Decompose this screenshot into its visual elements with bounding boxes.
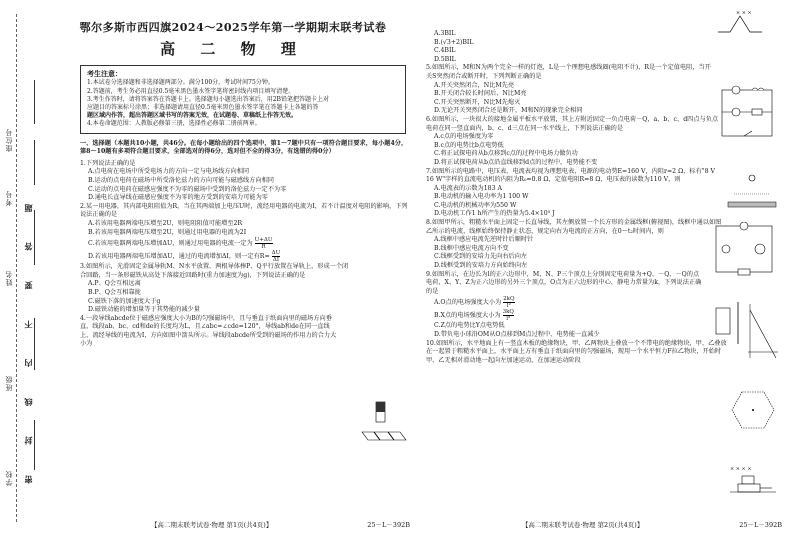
exam-number-field[interactable] xyxy=(34,140,35,185)
circuit-loop xyxy=(722,90,772,136)
section-heading: 一、选择题（本题共10小题，共46分。在每小题给出的四个选项中，第1～7题中只有一项符合题目要求，每小题4分，第8～10题有多项符合题目要求，全部选对的得6分，选对但不全的得3分，有选错的得0分） xyxy=(80,139,408,156)
notice-line: 4.本卷命题范围：人教版必修第三册，选择性必修第二册前两章。 xyxy=(87,120,261,128)
hexagon-figure xyxy=(730,388,776,432)
fraction xyxy=(503,309,514,322)
name-field[interactable] xyxy=(34,210,35,265)
option: B.(√3+2)BIL xyxy=(434,38,474,46)
option: A.P、Q会互相远离 xyxy=(88,280,141,288)
option: A.开关突然闭合，N比M先亮 xyxy=(434,81,515,89)
option: D.磁铁动能的增加量等于其势能的减少量 xyxy=(88,306,200,314)
question-3: 3.如图所示，光滑固定金属导轨M、N水平放置，两根导体棒P、Q平行放置在导轨上，形成一个闭合回路，当一条形磁铁从高处下落接近回路时(重力加速度为g)，下列说法正确的是 xyxy=(80,263,349,279)
bent-wire-figure xyxy=(716,8,776,38)
rod-q xyxy=(388,432,394,440)
metal-frame xyxy=(716,308,730,334)
notice-line: 2.答题前，考生务必用直径0.5毫米黑色墨水签字笔将密封线内项目填写清楚。 xyxy=(87,87,295,95)
option: C.线框受到的安培力先向右后向左 xyxy=(434,253,528,261)
fraction xyxy=(255,237,273,250)
page-1 xyxy=(56,0,410,536)
notice-line: 题区域内作答，超出答题区域书写的答案无效，在试题卷、草稿纸上作答无效。 xyxy=(87,112,298,120)
question-1: 1.下列说法正确的是 xyxy=(80,159,136,167)
notice-title: 考生注意： xyxy=(87,69,122,79)
option: D.5BIL xyxy=(434,55,456,63)
option: C.电动机的机械功率为550 W xyxy=(434,201,517,209)
option: A.线框中感应电流先逆时针后顺时针 xyxy=(434,236,534,244)
plate-figure xyxy=(726,170,778,214)
switch-icon[interactable] xyxy=(744,131,752,136)
option: C.将正试探电荷从b点移到c点的过程中电场力做负功 xyxy=(434,150,578,158)
resistor-icon xyxy=(752,109,762,115)
question-9: 9.如图所示，在边长为l的正六边形中，M、N、P三个顶点上分别固定电荷量为+Q、－Q、－Q的点电荷，X、Y、Z为正六边形的另外三个顶点，O点为正六边形的中心，静电力常量为k，下列说法正确的是 xyxy=(426,270,702,295)
notice-line: 应题目的答案标号涂黑；非选择题请用直径0.5毫米黑色墨水签字笔在答题卡上各题的答 xyxy=(87,104,319,111)
option: A.3BIL xyxy=(434,30,456,37)
option: B.开关闭合较长时间后，N比M亮 xyxy=(434,90,527,98)
class-field[interactable] xyxy=(34,318,35,370)
paper-code: 25－L－392B xyxy=(367,521,410,530)
option xyxy=(88,237,410,250)
option: A.c点的电场强度为零 xyxy=(434,133,494,141)
cross-marks: × × × × xyxy=(730,466,752,472)
question-4: 4.一段导线abcde位于磁感应强度大小为B的匀强磁场中，且与垂直于纸面向里的磁场方向垂直，线段ab、bc、cd和de的长度均为L，且∠abc=∠cde=120°，导线ab和de在同一直线上，流经导线的电流为I，方向如图中箭头所示。导线段abcde所受到的磁场的作用力的合力大小为 xyxy=(80,314,337,348)
paper-code: 25－L－392B xyxy=(739,521,782,530)
wire-abcde xyxy=(718,16,762,32)
school-field[interactable] xyxy=(34,420,35,470)
lamp-n-icon xyxy=(732,108,740,116)
option: B.若该用电器两端电压增至2U，则通过用电器的电流为2I xyxy=(88,228,247,236)
page-footer xyxy=(426,521,782,530)
option: C.磁铁下落的加速度大于g xyxy=(88,297,161,305)
footer-title: 【高二期末联考试卷·物理 第2页(共4页)】 xyxy=(521,521,644,530)
option: C.开关突然断开，N比M先熄灭 xyxy=(434,98,521,106)
option-text: A.O点的电场强度大小为 xyxy=(434,299,502,307)
rod-p xyxy=(374,432,380,440)
question-8: 8.如图甲所示，粗糙水平面上固定一长直导线，其左侧放置一个长方形的金属线框(俯视图)，线框中通以如图乙所示的电流，线框始终保持静止状态，规定向右为电流的正方向，在0～t₂时间内，则 xyxy=(426,219,722,235)
option xyxy=(434,296,702,309)
label-school: 学校 xyxy=(5,470,13,486)
fraction xyxy=(272,250,281,263)
question-7: 7.如图所示的电路中，电压表、电流表均视为理想电表，电源的电动势E=160 V，内阻r=2 Ω，标有"8 V 16 W"字样的直流电动机的内阻为R₀=0.8 Ω，定值电阻R=8 Ω，电压表的读数为110 V，则 xyxy=(426,167,715,184)
denominator: R xyxy=(261,244,266,251)
current-line xyxy=(750,310,776,358)
denominator: ΔI xyxy=(272,257,279,264)
inductor-icon xyxy=(752,88,764,90)
subject-title: 高 二 物 理 xyxy=(160,39,306,58)
notice-line: 1.本试卷分选择题和非选择题两部分。满分100分，考试时间75分钟。 xyxy=(87,79,274,87)
option: B.运动的点电荷在磁场中所受洛伦兹力的方向可能与磁感线方向相同 xyxy=(88,176,274,184)
denominator: l² xyxy=(506,316,511,323)
seat-number-field[interactable] xyxy=(34,80,35,124)
page-footer xyxy=(56,521,410,530)
circuit-q7-figure xyxy=(712,222,778,278)
question-6: 6.如图所示，一块很大的接地金属平板水平放置，其上方附近固定一负点电荷－Q，a、b、c、d四点与负点电荷在同一竖直面内，b、c、d三点在同一水平线上，下列说法正确的是 xyxy=(426,115,719,132)
label-name: 姓名 xyxy=(5,270,13,286)
label-exam-number: 考号 xyxy=(5,190,13,206)
option: D.无论开关突然闭合还是断开，M和N的现象完全相同 xyxy=(434,107,583,115)
option xyxy=(88,250,410,263)
option: D.将正试探电荷从b点沿直线移到d点的过程中，电势能不变 xyxy=(434,158,598,166)
exam-title: 鄂尔多斯市西四旗2024～2025学年第一学期期末联考试卷 xyxy=(79,21,387,34)
footer-title: 【高二期末联考试卷·物理 第1页(共4页)】 xyxy=(150,521,273,530)
question-10: 10.如图所示，水平地面上有一竖直木板的绝缘物块，甲、乙两物块上叠放一个不带电的绝缘物块，甲、乙叠放在一起置于粗糙水平面上，水平面上方有垂直于纸面向里的匀强磁场，现用一个水平恒力F拉乙物块，开始时甲、乙无相对滑动地一起向左加速运动，在加速运动阶段 xyxy=(426,339,727,364)
voltmeter-icon xyxy=(740,222,748,230)
motor-icon xyxy=(755,244,765,254)
question-5: 5.如图所示，M和N为两个完全一样的灯泡，L是一个理想电感线圈(电阻不计)，R是一个定值电阻，当开关S突然闭合或断开时，下列判断正确的是 xyxy=(426,64,711,80)
label-seat-number: 座位号 xyxy=(5,128,13,152)
binding-strip xyxy=(0,0,50,536)
metal-plate xyxy=(728,202,776,207)
option-text: D.若该用电器两端电压增加ΔU，通过的电流增加ΔI，则一定有R= xyxy=(88,253,270,261)
option: A.若该用电器两端电压增至2U，则电阻阻值可能增至2R xyxy=(88,219,243,227)
lamp-m-icon xyxy=(732,86,740,94)
option: B.线框中感应电流方向不变 xyxy=(434,244,509,252)
label-class: 班级 xyxy=(5,375,13,391)
option: C.4BIL xyxy=(434,47,456,55)
seal-warning: 密 封 线 内 不 要 答 题 xyxy=(23,190,33,484)
magnet-rails-figure xyxy=(356,400,408,446)
option: B.P、Q会互相靠拢 xyxy=(88,288,141,296)
notice-box xyxy=(80,65,406,133)
option: C.Z点的电势比Y点电势低 xyxy=(434,322,505,330)
option: D.电动机工作1 h所产生的热量为5.4×10⁵ J xyxy=(434,210,555,218)
option: D.线框受到的安培力方向始终向左 xyxy=(434,262,528,270)
option-text: B.X点的电场强度大小为 xyxy=(434,312,501,320)
page-2 xyxy=(426,0,782,536)
block-b xyxy=(738,484,760,492)
circuit-q5-figure xyxy=(716,84,778,142)
fraction xyxy=(503,296,514,309)
option-text: C.若该用电器两端电压增加ΔU，则通过用电器的电流一定为 xyxy=(88,240,253,248)
denominator: l² xyxy=(506,303,511,310)
option: D.通电长直导线在磁感应强度不为零的地方受到的安培力可能为零 xyxy=(88,194,268,202)
numerator: 2kQ xyxy=(503,296,515,303)
option xyxy=(434,309,702,322)
question-2: 2.某一用电器，其内部电阻阻值为R，当在其两端加上电压U时，流经用电器的电流为I，若不计温度对电阻的影响，下列说法正确的是 xyxy=(80,202,408,219)
charge-icon xyxy=(749,175,755,181)
notice-line: 3.考生作答时，请将答案答在答题卡上。选择题每小题选出答案后，用2B铅笔把答题卡上对 xyxy=(87,95,329,103)
seal-dashed-line xyxy=(16,14,17,522)
numerator: U+ΔU xyxy=(254,237,273,244)
frame-graph-figure xyxy=(712,300,780,362)
center-o xyxy=(752,409,754,411)
option: B.c点的电势比b点电势低 xyxy=(434,141,504,149)
option: C.运动的点电荷在磁感应强度不为零的磁场中受到的洛伦兹力一定不为零 xyxy=(88,185,287,193)
option: D.带负电小球沿OM从O点移到M点过程中，电势能一直减少 xyxy=(434,331,600,338)
resistor-r-icon xyxy=(738,269,750,275)
blocks-figure xyxy=(728,462,778,500)
block-a xyxy=(742,476,754,484)
magnet-n-pole xyxy=(376,402,385,412)
ammeter-icon xyxy=(722,245,730,253)
cross-marks: × × × xyxy=(736,10,752,16)
option: A.电流表的示数为183 A xyxy=(434,184,502,192)
numerator: 3kQ xyxy=(502,309,514,316)
option: B.电动机的输入电功率为1 100 W xyxy=(434,193,529,201)
numerator: ΔU xyxy=(271,250,281,257)
option: A.点电荷在电场中所受电场力的方向一定与电场线方向相同 xyxy=(88,168,250,176)
rails xyxy=(362,432,406,440)
